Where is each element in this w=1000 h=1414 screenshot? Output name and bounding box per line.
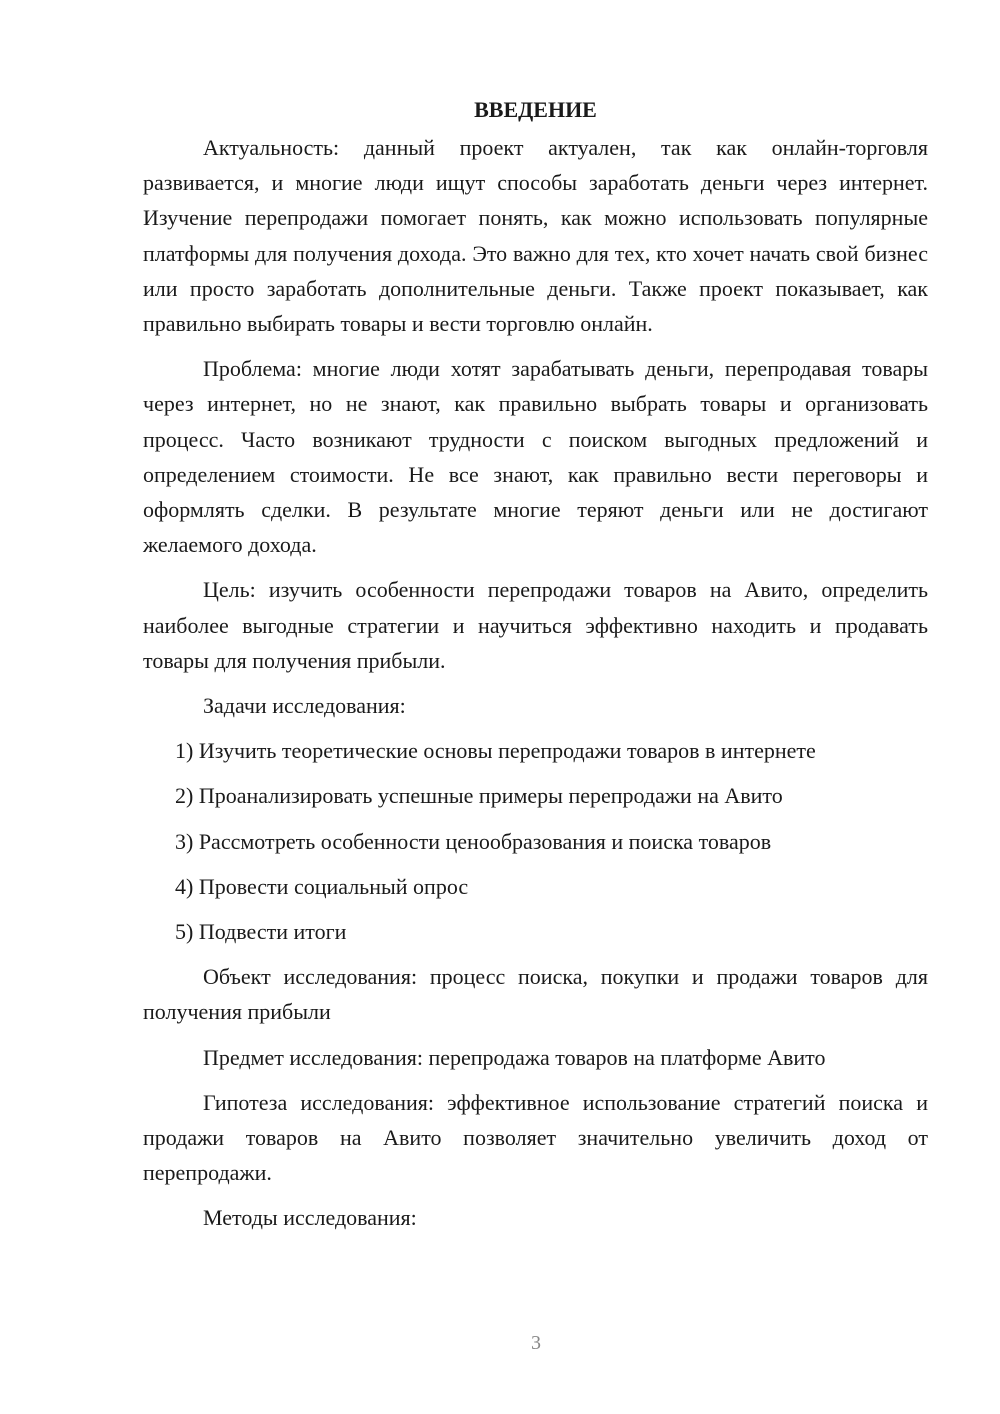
relevance-paragraph: Актуальность: данный проект актуален, так как онлайн-торговля развивается, и многие люди ищут способы заработать деньги через интернет. Изучение перепродажи помогает понять, как можно использовать популярные платформы для получения дохода. Это важно для тех, кто хочет начать свой бизнес или просто заработать дополнительные деньги. Также проект показывает, как правильно выбирать товары и вести торговлю онлайн. [143,135,928,337]
page-title: ВВЕДЕНИЕ [474,97,597,122]
goal-paragraph: Цель: изучить особенности перепродажи товаров на Авито, определить наиболее выгодные стратегии и научиться эффективно находить и продавать товары для получения прибыли. [143,577,928,673]
methods-heading: Методы исследования: [203,1205,417,1231]
task-item: 1) Изучить теоретические основы перепродажи товаров в интернете [175,738,816,764]
task-item: 4) Провести социальный опрос [175,873,469,899]
page-number: 3 [531,1332,541,1354]
hypothesis-paragraph: Гипотеза исследования: эффективное использование стратегий поиска и продажи товаров на Авито позволяет значительно увеличить доход от перепродажи. [143,1089,928,1186]
subject-paragraph: Предмет исследования: перепродажа товаров на платформе Авито [203,1044,826,1070]
task-item: 3) Рассмотреть особенности ценообразования и поиска товаров [175,828,772,854]
problem-paragraph: Проблема: многие люди хотят зарабатывать деньги, перепродавая товары через интернет, но не знают, как правильно выбрать товары и организовать процесс. Часто возникают трудности с поиском выгодных предложений и определением стоимости. Не все знают, как правильно вести переговоры и оформлять сделки. В результате многие теряют деньги или не достигают желаемого дохода. [143,356,928,558]
task-item: 2) Проанализировать успешные примеры перепродажи на Авито [175,783,783,809]
tasks-heading: Задачи исследования: [203,693,406,719]
task-item: 5) Подвести итоги [175,919,347,945]
document-page [143,90,928,1246]
object-paragraph: Объект исследования: процесс поиска, покупки и продажи товаров для получения прибыли [143,964,928,1025]
task-list [143,733,928,949]
